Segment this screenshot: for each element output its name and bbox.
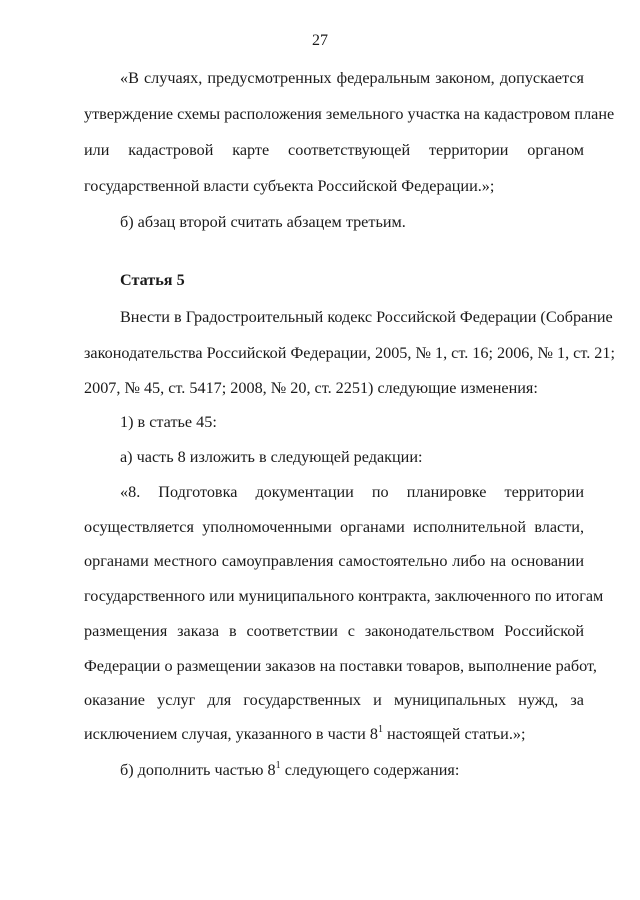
article-heading: Статья 5 [120,271,185,289]
page-number: 27 [312,32,328,49]
quote-line [84,724,584,744]
paragraph-line: законодательства Российской Федерации, 2005, № 1, ст. 16; 2006, № 1, ст. 21; [84,344,615,362]
quote-line: органами местного самоуправления самостоятельно либо на основании [84,552,584,570]
quote-text: исключением случая, указанного в части 8 [84,725,378,743]
quote-line: размещения заказа в соответствии с законодательством Российской [84,622,584,640]
quote-line: государственного или муниципального контракта, заключенного по итогам [84,587,604,605]
paragraph-line: 2007, № 45, ст. 5417; 2008, № 20, ст. 2251) следующие изменения: [84,379,538,397]
item-text: следующего содержания: [280,761,460,779]
paragraph-line: «В случаях, предусмотренных федеральным законом, допускается [120,69,584,87]
quote-line: Федерации о размещении заказов на поставки товаров, выполнение работ, [84,657,597,675]
paragraph-line: или кадастровой карте соответствующей территории органом [84,141,584,159]
list-item-b [120,760,584,780]
list-item-b: б) абзац второй считать абзацем третьим. [120,213,406,231]
item-text: б) дополнить частью 8 [120,761,276,779]
quote-line: оказание услуг для государственных и муниципальных нужд, за [84,691,584,709]
paragraph-line: государственной власти субъекта Российской Федерации.»; [84,177,495,195]
list-item-a: а) часть 8 изложить в следующей редакции: [120,448,423,466]
paragraph-line: Внести в Градостроительный кодекс Российской Федерации (Собрание [120,308,613,326]
superscript: 1 [275,760,281,771]
quote-text: настоящей статьи.»; [382,725,526,743]
quote-line: осуществляется уполномоченными органами исполнительной власти, [84,518,584,536]
quote-line: «8. Подготовка документации по планировке территории [120,483,584,501]
paragraph-line: утверждение схемы расположения земельного участка на кадастровом плане [84,105,615,123]
list-item-1: 1) в статье 45: [120,413,217,431]
superscript: 1 [377,724,383,735]
